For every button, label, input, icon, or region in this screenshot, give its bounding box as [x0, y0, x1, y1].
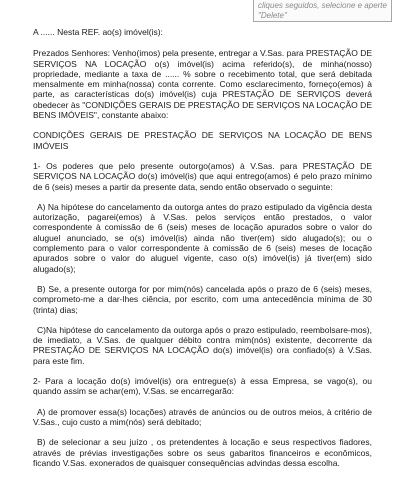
clause-2a: A) de promover essa(s) locações) através de anúncios ou de outros meios, à critério de V.Sas., cujo custo a mim(nós) será debitado;	[33, 406, 372, 427]
instruction-note: cliques seguidos, selecione e aperte "Delete"	[253, 0, 392, 22]
clause-2: 2- Para a locação do(s) imóvel(is) ora entregue(s) à essa Empresa, se vago(s), ou quando assim se achar(em), V.Sas. se encarregarão:	[33, 376, 372, 397]
clause-1a: A) Na hipótese do cancelamento da outorga antes do prazo estipulado da vigência desta autorização, pagarei(emos) à V.Sas. pelos serviços então prestados, o valor correspondente à comissão de 6 (seis) meses de locação apurados sobre o valor do aluguel anunciado, se o(s) imóvel(is) ainda não tiver(em) sido alugado(s); ou o complemento para o valor correspondente à comissão de 6 (seis) meses de locação apurados sobre o valor do aluguel vigente, caso o(s) imóvel(is) já tiver(em) sido alugado(s);	[33, 201, 372, 274]
document-page	[33, 27, 372, 478]
section-title: CONDIÇÕES GERAIS DE PRESTAÇÃO DE SERVIÇOS NA LOCAÇÃO DE BENS IMÓVEIS	[33, 130, 372, 151]
reference-line: A ...... Nesta REF. ao(s) imóvel(is):	[33, 27, 163, 37]
clause-2b: B) de selecionar a seu juízo , os pretendentes à locação e seus respectivos fiadores, através de prévias investigações sobre os seus gabaritos financeiros e econômicos, ficando V.Sas. exonerados de quaisquer consequências advindas dessa escolha.	[33, 437, 372, 468]
intro-paragraph: Prezados Senhores: Venho(imos) pela presente, entregar a V.Sas. para PRESTAÇÃO DE SERVIÇOS NA LOCAÇÃO o(s) imóvel(is) acima referido(s), de minha(nosso) propriedade, mediante a taxa de ...... % sobre o recebimento total, que será debitada mensalmente em minha(nossa) conta corrente. Como esclarecimento, forneço(emos) à parte, as características do(s) imóvel(is) cuja PRESTAÇÃO DE SERVIÇOS deverá obedecer às "CONDIÇÕES GERAIS DE PRESTAÇÃO DE SERVIÇOS NA LOCAÇÃO DE BENS IMÓVEIS", constante abaixo:	[33, 48, 372, 121]
clause-1c: C)Na hipótese do cancelamento da outorga após o prazo estipulado, reembolsare-mos), de imediato, a V.Sas. de qualquer débito contra mim(nós) existente, decorrente da PRESTAÇÃO DE SERVIÇOS NA LOCAÇÃO do(s) imóvel(is) ora confiado(s) à V.Sas. para este fim.	[33, 324, 372, 366]
clause-1: 1- Os poderes que pelo presente outorgo(amos) à V.Sas. para PRESTAÇÃO DE SERVIÇOS NA LOCAÇÃO do(s) imóvel(is) que aqui entrego(amos) é pelo prazo mínimo de 6 (seis) meses a partir da presente data, sendo então observado o seguinte:	[33, 160, 372, 192]
clause-1b: B) Se, a presente outorga for por mim(nós) cancelada após o prazo de 6 (seis) meses, comprometo-me a dar-lhes ciência, por escrito, com uma antecedência mínima de 30 (trinta) dias;	[33, 283, 372, 315]
